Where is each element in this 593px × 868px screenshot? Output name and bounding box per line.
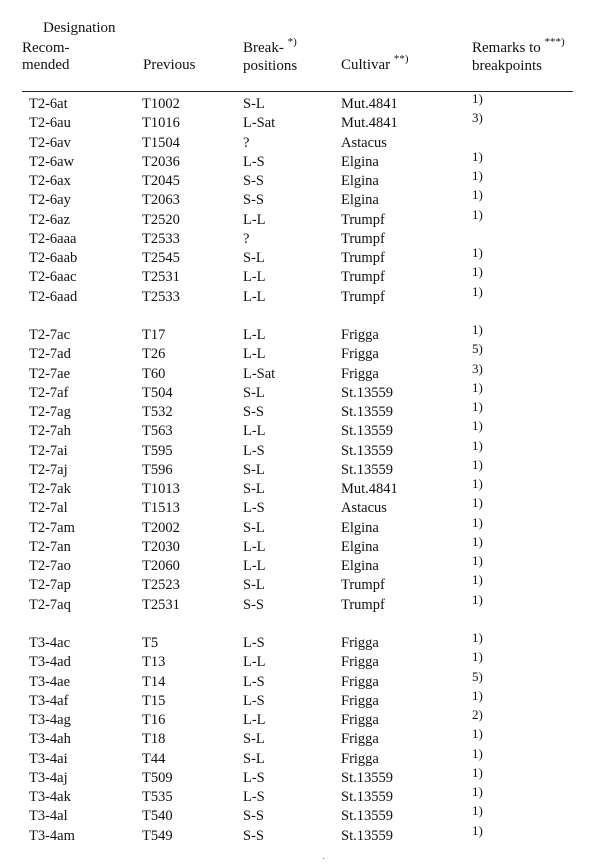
cell-bp: S-L [243,461,265,478]
cell-bp: L-Sat [243,115,276,132]
table-row [0,322,593,345]
cell-rm: 5) [472,668,483,684]
cell-prev: T532 [142,404,173,420]
cell-prev: T2531 [142,269,180,286]
table-row [0,687,593,711]
cell-rm: 1) [472,206,483,222]
cell-rm: 1) [472,264,483,280]
cell-rec: T2-7ah [29,423,71,440]
cell-cv: St.13559 [341,423,393,440]
cell-cv: Trumpf [341,596,385,613]
cell-bp: L-S [243,673,265,690]
cell-bp: L-L [243,558,266,574]
cell-prev: T1002 [142,96,180,112]
cell-rec: T2-7ad [29,346,71,363]
cell-rec: T2-6az [29,211,71,228]
cell-prev: T504 [142,384,173,401]
cell-rec: T2-6au [29,115,71,132]
cell-bp: S-L [243,750,265,767]
cell-prev: T1016 [142,115,180,132]
cell-rm: 1) [472,456,483,472]
table-row [0,437,593,461]
cell-bp: S-S [243,192,264,209]
cell-bp: S-L [243,96,265,112]
table-row [0,168,593,191]
table-row [0,726,593,749]
cell-rm: 3) [472,110,483,126]
cell-cv: Mut.4841 [341,481,398,497]
cell-rec: T2-6aab [29,250,78,266]
header-line: mended [22,57,70,73]
cell-prev: T563 [142,423,173,440]
cell-rec: T2-6aaa [29,230,77,247]
cell-rec: T2-6aac [29,269,77,286]
cell-rm: 1) [472,91,483,106]
cell-prev: T595 [142,442,173,459]
cell-prev: T2523 [142,577,180,594]
remarks-column-header [472,36,565,75]
cell-cv: Frigga [341,692,379,709]
table-row [0,803,593,826]
cell-rm: 1) [472,572,483,588]
cell-prev: T26 [142,346,166,363]
footnote-marker: **) [393,53,409,65]
table-row [0,514,593,538]
cell-rm: 1) [472,687,483,703]
table-row [0,630,593,653]
cell-cv: St.13559 [341,769,393,786]
table-row [0,399,593,422]
cell-rm: 1) [472,495,483,511]
cell-rm: 1) [472,553,483,568]
table-row [0,110,593,133]
cell-rm: 1) [472,822,483,838]
cell-rec: T3-4af [29,692,69,709]
cell-bp: ? [243,230,250,247]
cell-prev: T14 [142,673,166,690]
cell-cv: Trumpf [341,288,385,305]
previous-column-header: Previous [143,57,196,73]
cell-rm: 1) [472,187,483,203]
cell-prev: T2531 [142,596,180,613]
header-rule [22,91,573,92]
cell-rm: 3) [472,360,483,376]
cell-prev: T549 [142,827,173,844]
cell-prev: T2030 [142,538,180,555]
table-row [0,360,593,384]
cell-rm: 1) [472,168,483,183]
cell-bp: L-L [243,327,266,343]
cell-rm: 2) [472,707,483,722]
cultivar-column-header [341,53,409,75]
cell-rec: T2-6ax [29,173,71,189]
cell-cv: Frigga [341,750,379,767]
table-row [0,91,593,114]
cell-rec: T3-4am [29,827,75,844]
table-row [0,245,593,268]
cell-rm: 1) [472,148,483,164]
cell-prev: T2045 [142,173,180,189]
footnote-marker: *) [287,36,297,48]
header-line: breakpoints [472,58,542,74]
cell-cv: St.13559 [341,384,393,401]
cell-rec: T2-7ae [29,365,71,382]
cell-rm: 1) [472,322,483,337]
cell-bp: L-L [243,538,266,555]
cell-rm: 1) [472,726,483,742]
table-row [0,572,593,595]
footnote-marker: ***) [544,36,565,48]
cell-bp: L-S [243,442,265,459]
cell-bp: S-L [243,519,265,536]
cell-cv: Mut.4841 [341,96,398,112]
cell-rec: T2-7aj [29,461,68,478]
cell-rec: T2-6at [29,96,68,112]
cell-prev: T13 [142,654,166,671]
cell-prev: T2533 [142,288,180,305]
cell-rec: T2-7ao [29,558,71,574]
cell-bp: L-S [243,789,265,805]
cell-prev: T18 [142,731,166,748]
cell-rec: T2-6aw [29,153,75,170]
cell-cv: Frigga [341,346,379,363]
cell-prev: T596 [142,461,173,478]
cell-rm: 1) [472,379,483,395]
cell-rec: T3-4ak [29,789,71,805]
cell-bp: S-S [243,827,264,844]
cell-bp: S-S [243,404,264,420]
table-row [0,553,593,576]
cell-prev: T15 [142,692,166,709]
designation-group-header: Designation [43,20,116,36]
cell-rm: 1) [472,630,483,645]
cell-cv: St.13559 [341,442,393,459]
cell-rm: 1) [472,803,483,819]
cell-bp: S-L [243,384,265,401]
cell-rec: T2-7ai [29,442,68,459]
cell-prev: T60 [142,365,166,382]
cell-bp: ? [243,134,250,151]
cell-rm: 1) [472,649,483,665]
cell-cv: Trumpf [341,230,385,247]
cell-bp: S-S [243,808,264,825]
cell-cv: St.13559 [341,808,393,825]
table-row [0,495,593,518]
cell-cv: Astacus [341,500,387,517]
cell-cv: Trumpf [341,250,385,266]
cell-rm: 1) [472,245,483,260]
cell-rm: 1) [472,418,483,434]
cell-cv: St.13559 [341,404,393,420]
cell-prev: T509 [142,769,173,786]
cell-rec: T2-7ag [29,404,71,420]
cell-prev: T1513 [142,500,180,517]
cell-rm: 1) [472,764,483,780]
cell-bp: S-S [243,173,264,189]
table-row [0,745,593,769]
cell-prev: T2060 [142,558,180,574]
cell-cv: Trumpf [341,269,385,286]
cell-prev: T535 [142,789,173,805]
cell-rm: 1) [472,283,483,299]
cell-cv: Frigga [341,327,379,343]
cell-rec: T3-4ai [29,750,68,767]
cell-prev: T1504 [142,134,180,151]
cell-rec: T2-7an [29,538,71,555]
cell-bp: L-L [243,269,266,286]
cell-rec: T3-4ae [29,673,71,690]
cell-cv: St.13559 [341,789,393,805]
cell-cv: St.13559 [341,461,393,478]
cell-cv: Mut.4841 [341,115,398,132]
cell-cv: Frigga [341,654,379,671]
cell-rec: T3-4ag [29,712,71,728]
cell-bp: L-S [243,635,265,651]
cell-cv: Elgina [341,173,379,189]
table-row [0,187,593,210]
cell-cv: Frigga [341,635,379,651]
cell-rm: 1) [472,533,483,549]
table-row [0,591,593,615]
cell-rec: T3-4ah [29,731,71,748]
cell-rm: 1) [472,591,483,607]
cell-prev: T540 [142,808,173,825]
cell-cv: Frigga [341,673,379,690]
cell-cv: Frigga [341,731,379,748]
table-row [0,148,593,172]
cell-rec: T2-7ap [29,577,71,594]
table-row [0,668,593,692]
table-row [0,649,593,672]
cell-cv: Elgina [341,558,379,574]
table-row [0,341,593,364]
cell-rec: T3-4ac [29,635,71,651]
cell-bp: L-S [243,692,265,709]
cell-cv: Trumpf [341,211,385,228]
header-line: positions [243,58,298,74]
cell-rec: T2-7ak [29,481,71,497]
cell-prev: T2533 [142,230,180,247]
cell-prev: T2036 [142,153,180,170]
breakpositions-column-header [243,36,298,75]
cell-cv: Elgina [341,538,379,555]
table-row [0,533,593,557]
cell-rec: T2-6ay [29,192,71,209]
table-row [0,707,593,730]
cell-bp: L-S [243,500,265,517]
cell-cv: St.13559 [341,827,393,844]
cell-bp: L-L [243,346,266,363]
cell-rm: 1) [472,476,483,491]
table-row [0,264,593,287]
cell-rec: T2-7af [29,384,69,401]
recommended-column-header [22,40,69,74]
cell-prev: T16 [142,712,166,728]
header-line: Break- [243,40,284,56]
table-row [0,784,593,807]
cell-cv: Trumpf [341,577,385,594]
cell-bp: L-L [243,654,266,671]
cell-rm: 1) [472,514,483,530]
cell-rm: 1) [472,784,483,799]
cell-rec: T2-6aad [29,288,78,305]
cell-rec: T2-7am [29,519,75,536]
header-line: Recom- [22,40,70,56]
cell-bp: L-L [243,211,266,228]
table-row [0,418,593,441]
cell-rec: T2-7al [29,500,68,517]
cell-prev: T2063 [142,192,180,209]
cell-prev: T2520 [142,211,180,228]
table-row [0,379,593,403]
cell-bp: S-S [243,596,264,613]
cell-bp: S-L [243,577,265,594]
cell-cv: Frigga [341,712,379,728]
table-row [0,476,593,499]
cell-rec: T3-4ad [29,654,71,671]
cell-bp: S-L [243,481,265,497]
cell-prev: T1013 [142,481,180,497]
cell-rec: T2-7aq [29,596,71,613]
cell-rm: 1) [472,399,483,414]
cell-cv: Frigga [341,365,379,382]
cell-rm: 1) [472,745,483,761]
cell-bp: S-L [243,250,265,266]
cell-rec: T3-4al [29,808,68,825]
cell-rm: 5) [472,341,483,357]
page-speck: ˙ [322,857,326,868]
cell-bp: L-S [243,769,265,786]
cell-rm: 1) [472,437,483,453]
table-row [0,134,593,153]
cell-cv: Astacus [341,134,387,151]
cell-prev: T44 [142,750,166,767]
cell-prev: T2002 [142,519,180,536]
table-row [0,764,593,788]
table-row [0,822,593,846]
table-row [0,230,593,249]
cell-rec: T2-7ac [29,327,71,343]
cell-prev: T5 [142,635,159,651]
cell-cv: Elgina [341,153,379,170]
header-line: Cultivar [341,57,391,73]
cell-prev: T2545 [142,250,180,266]
cell-bp: L-L [243,423,266,440]
cell-bp: L-S [243,153,265,170]
cell-rec: T2-6av [29,134,71,151]
cell-cv: Elgina [341,519,379,536]
table-row [0,283,593,307]
header-line: Remarks to [472,40,541,56]
cell-bp: L-Sat [243,365,276,382]
cell-bp: S-L [243,731,265,748]
cell-cv: Elgina [341,192,379,209]
cell-prev: T17 [142,327,166,343]
table-row [0,206,593,230]
table-row [0,456,593,480]
cell-bp: L-L [243,288,266,305]
cell-rec: T3-4aj [29,769,68,786]
cell-bp: L-L [243,712,266,728]
